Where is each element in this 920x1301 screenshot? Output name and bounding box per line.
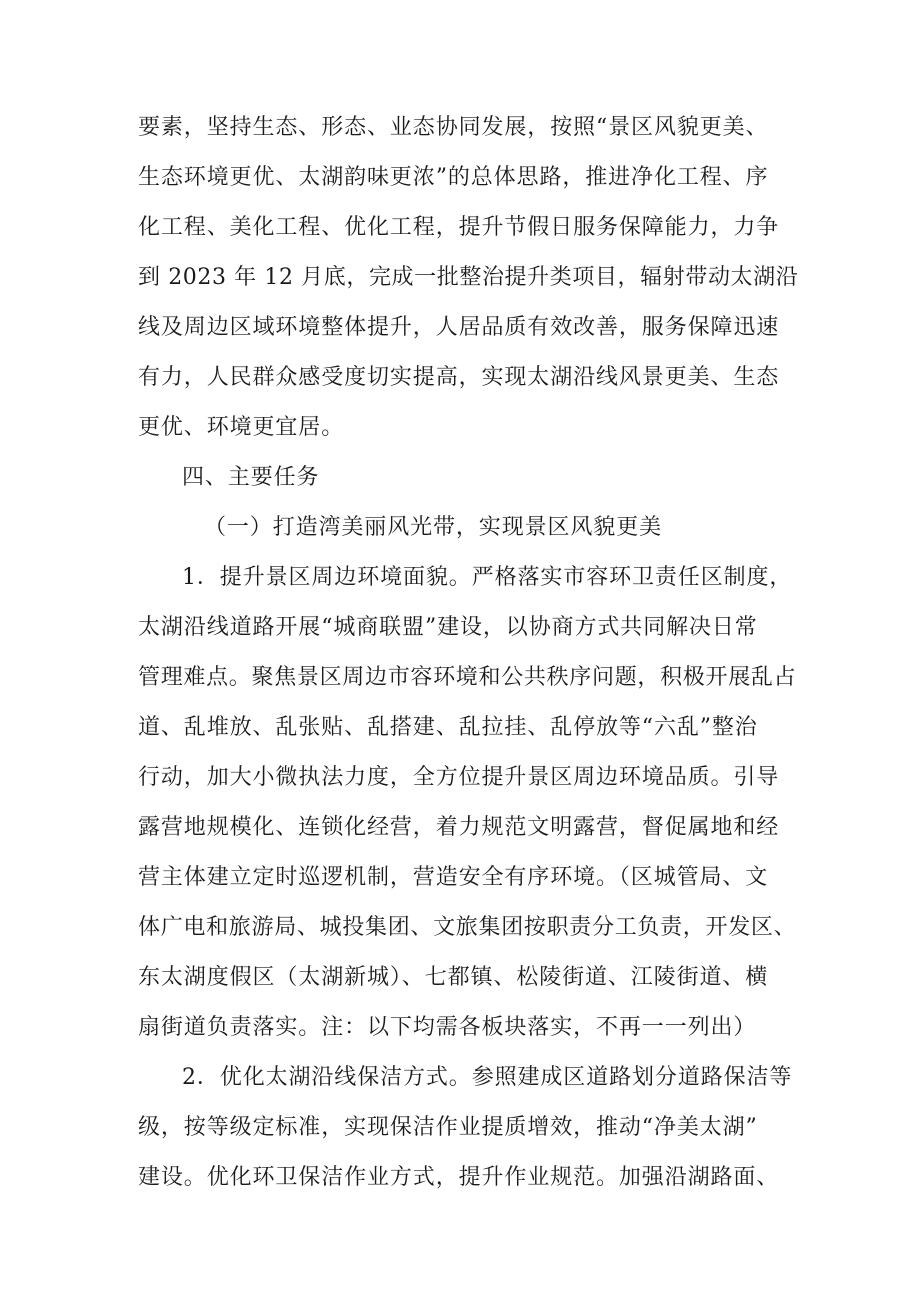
paragraph-line: 化工程、美化工程、优化工程，提升节假日服务保障能力，力争	[138, 215, 780, 240]
paragraph-line: 2．优化太湖沿线保洁方式。参照建成区道路划分道路保洁等	[182, 1065, 793, 1090]
paragraph-line: 线及周边区域环境整体提升，人居品质有效改善，服务保障迅速	[138, 315, 780, 340]
paragraph-line: 到 2023 年 12 月底，完成一批整治提升类项目，辐射带动太湖沿	[138, 265, 799, 290]
subsection-heading: （一）打造湾美丽风光带，实现景区风貌更美	[204, 515, 663, 540]
paragraph-line: 营主体建立定时巡逻机制，营造安全有序环境。（区城管局、文	[138, 865, 769, 890]
paragraph-line: 生态环境更优、太湖韵味更浓”的总体思路，推进净化工程、序	[138, 165, 769, 190]
paragraph-line: 体广电和旅游局、城投集团、文旅集团按职责分工负责，开发区、	[138, 915, 797, 940]
section-heading: 四、主要任务	[182, 465, 320, 490]
paragraph-line: 东太湖度假区（太湖新城）、七都镇、松陵街道、江陵街道、横	[138, 965, 769, 990]
paragraph-line: 管理难点。聚焦景区周边市容环境和公共秩序问题，积极开展乱占	[138, 665, 797, 690]
paragraph-line: 太湖沿线道路开展“城商联盟”建设，以协商方式共同解决日常	[138, 615, 758, 640]
paragraph-line: 1．提升景区周边环境面貌。严格落实市容环卫责任区制度，	[182, 565, 793, 590]
paragraph-line: 扇街道负责落实。注：以下均需各板块落实，不再一一列出）	[138, 1015, 757, 1040]
paragraph-line: 露营地规模化、连锁化经营，着力规范文明露营，督促属地和经	[138, 815, 780, 840]
document-body	[138, 103, 798, 1203]
paragraph-line: 有力，人民群众感受度切实提高，实现太湖沿线风景更美、生态	[138, 365, 780, 390]
paragraph-line: 建设。优化环卫保洁作业方式，提升作业规范。加强沿湖路面、	[138, 1165, 780, 1190]
paragraph-line: 要素，坚持生态、形态、业态协同发展，按照“景区风貌更美、	[138, 115, 769, 140]
paragraph-line: 道、乱堆放、乱张贴、乱搭建、乱拉挂、乱停放等“六乱”整治	[138, 715, 758, 740]
paragraph-line: 级，按等级定标准，实现保洁作业提质增效，推动“净美太湖”	[138, 1115, 758, 1140]
paragraph-line: 更优、环境更宜居。	[138, 415, 345, 440]
paragraph-line: 行动，加大小微执法力度，全方位提升景区周边环境品质。引导	[138, 765, 780, 790]
